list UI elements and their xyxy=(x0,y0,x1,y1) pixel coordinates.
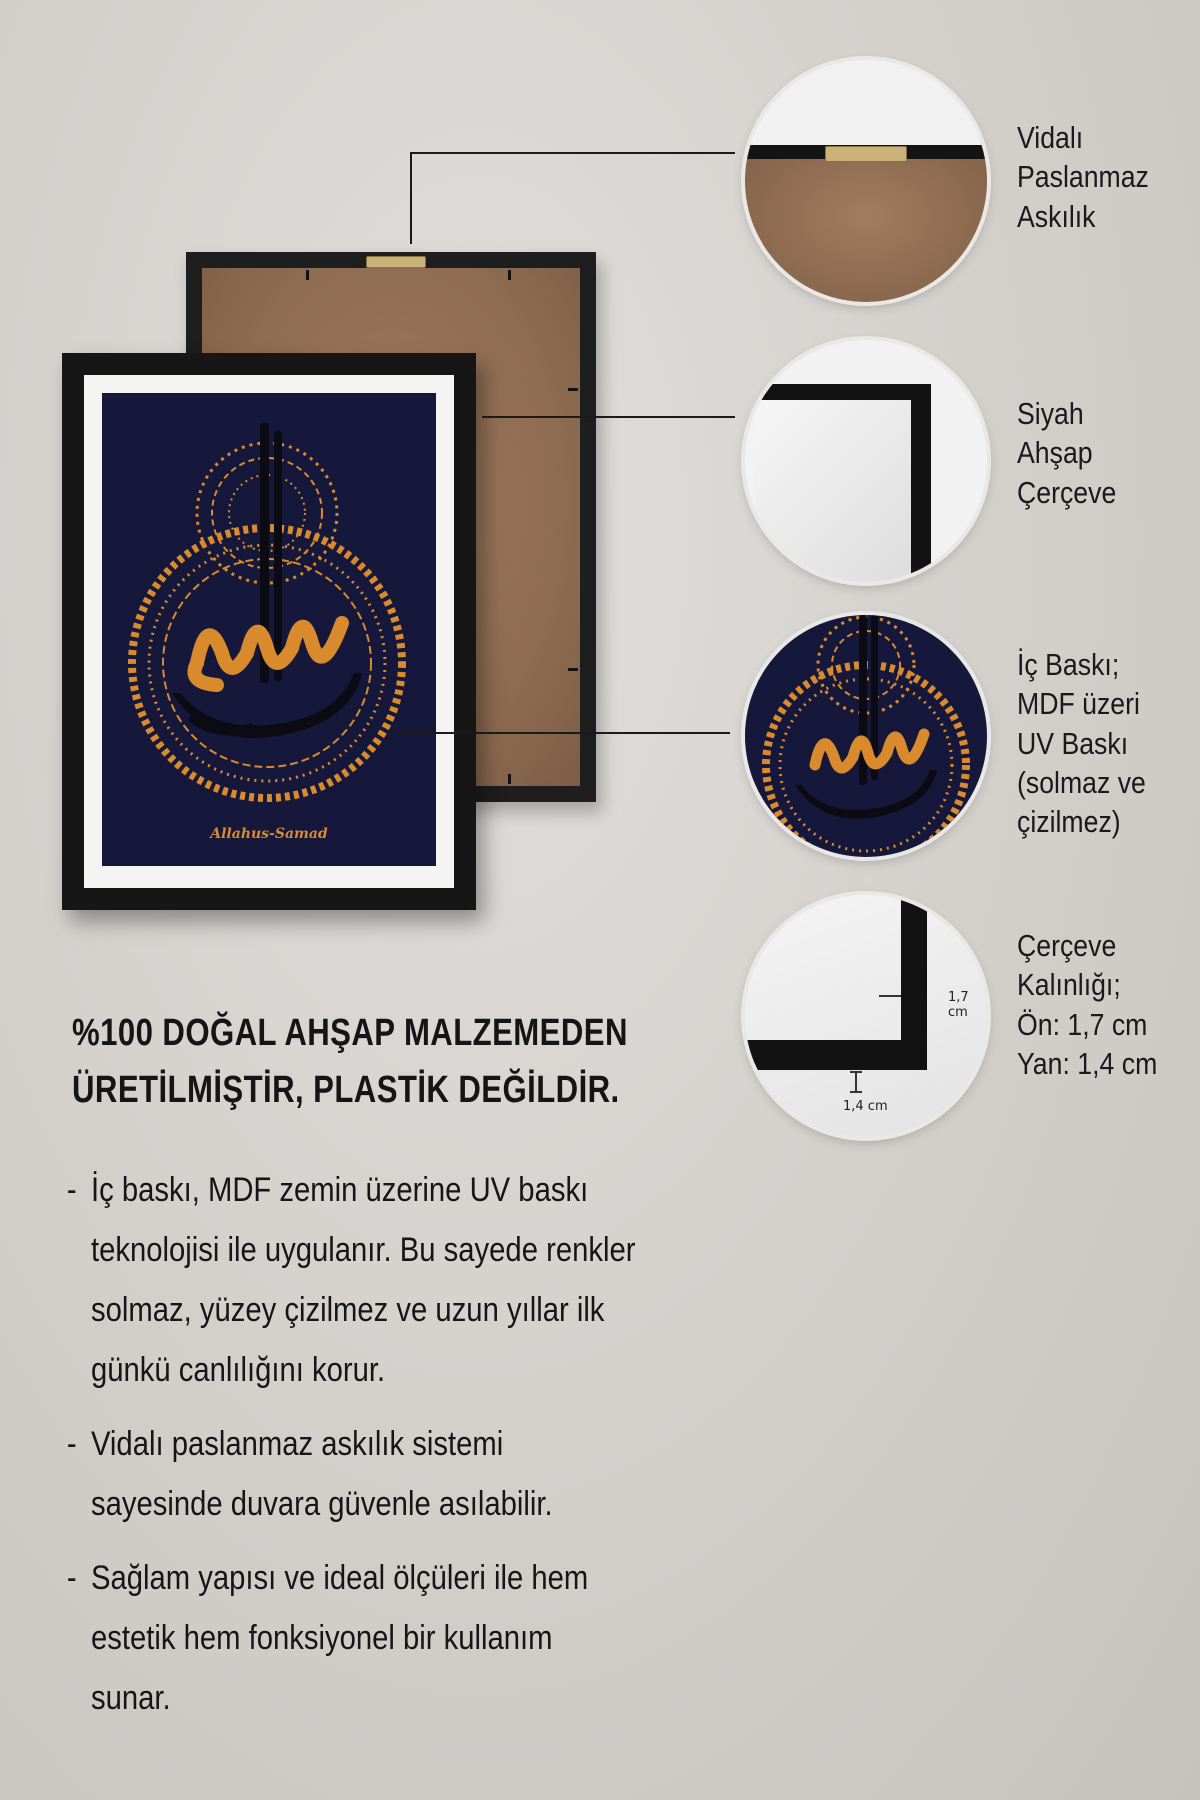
sawtooth-hanger xyxy=(366,256,426,268)
leader-line-print xyxy=(390,732,730,734)
callout-thickness: Çerçeve Kalınlığı; Ön: 1,7 cm Yan: 1,4 cm xyxy=(1017,928,1158,1082)
artwork-print xyxy=(102,393,436,866)
front-frame xyxy=(62,353,476,910)
feature-list xyxy=(60,1160,820,1742)
hanger-detail-circle xyxy=(745,60,987,302)
front-thickness-label: 1,7 cm xyxy=(948,990,969,1020)
artwork-caption: Allahus-Samad xyxy=(210,826,328,842)
side-thickness-label: 1,4 cm xyxy=(843,1099,888,1114)
print-detail-circle xyxy=(745,615,987,857)
calligraphy-artwork xyxy=(102,393,432,863)
print-closeup xyxy=(745,615,987,857)
leader-line-hanger xyxy=(410,152,735,154)
list-item: - Sağlam yapısı ve ideal ölçüleri ile hem estetik hem fonksiyonel bir kullanım sunar. xyxy=(66,1559,589,1717)
callout-print: İç Baskı; MDF üzeri UV Baskı (solmaz ve çizilmez) xyxy=(1017,647,1146,840)
frame-corner-circle xyxy=(745,340,987,582)
thickness-circle xyxy=(745,895,987,1137)
leader-line-frame xyxy=(482,416,735,418)
callout-hanger: Vidalı Paslanmaz Askılık xyxy=(1017,120,1149,234)
callout-frame: Siyah Ahşap Çerçeve xyxy=(1017,396,1117,510)
leader-line-hanger-drop xyxy=(410,152,412,244)
list-item: - Vidalı paslanmaz askılık sistemi sayesinde duvara güvenle asılabilir. xyxy=(66,1425,553,1523)
sawtooth-hanger-closeup xyxy=(825,146,907,162)
passepartout-mat xyxy=(84,375,454,888)
list-item: - İç baskı, MDF zemin üzerine UV baskı teknolojisi ile uygulanır. Bu sayede renkler solmaz, yüzey çizilmez ve uzun yıllar ilk günkü canlılığını korur. xyxy=(66,1171,636,1389)
material-headline: %100 DOĞAL AHŞAP MALZEMEDEN ÜRETİLMİŞTİR, PLASTİK DEĞİLDİR. xyxy=(72,1012,628,1111)
